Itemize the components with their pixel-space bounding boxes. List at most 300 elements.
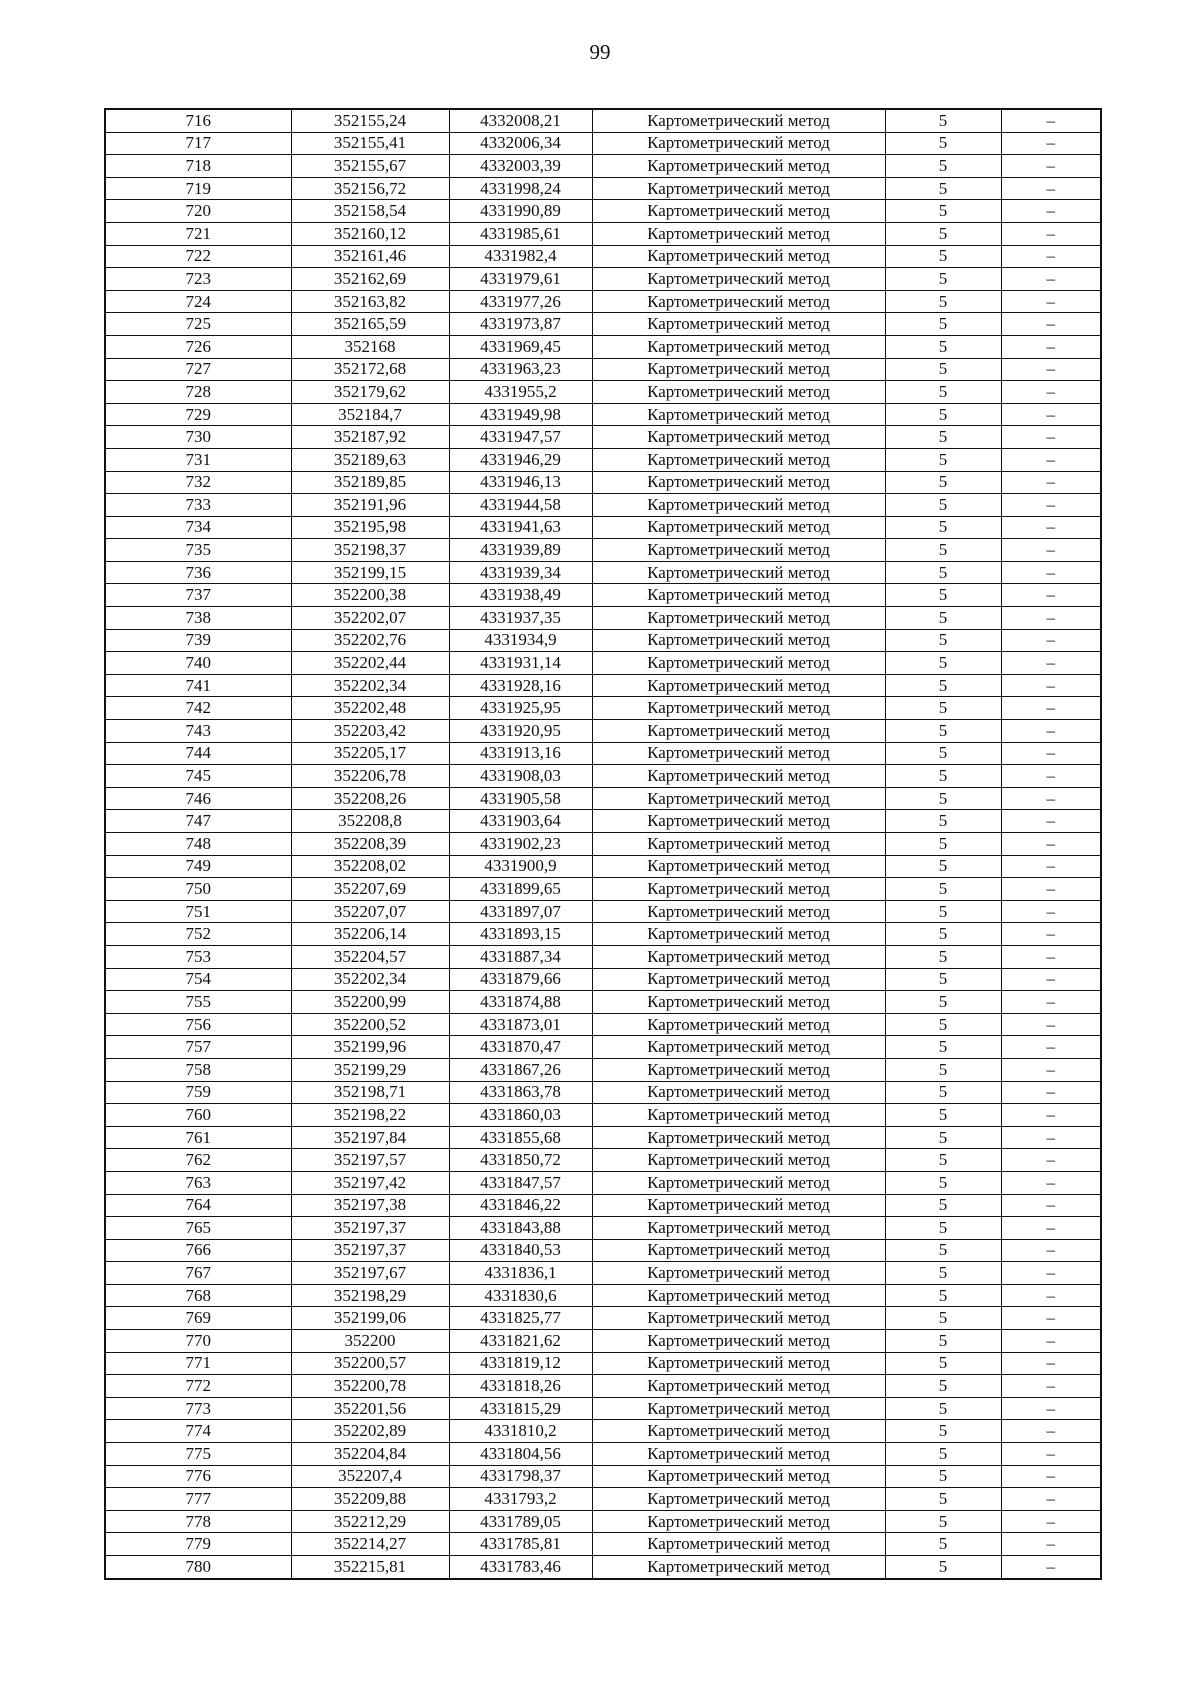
x-coordinate-cell: 352162,69 [291, 268, 449, 291]
y-coordinate-cell: 4331879,66 [449, 968, 592, 991]
accuracy-cell: 5 [885, 1556, 1001, 1579]
accuracy-cell: 5 [885, 1352, 1001, 1375]
point-number-cell: 730 [105, 426, 291, 449]
point-number-cell: 723 [105, 268, 291, 291]
dash-cell: – [1001, 923, 1101, 946]
dash-cell: – [1001, 1036, 1101, 1059]
y-coordinate-cell: 4331804,56 [449, 1443, 592, 1466]
accuracy-cell: 5 [885, 720, 1001, 743]
table-row [105, 968, 1101, 991]
accuracy-cell: 5 [885, 222, 1001, 245]
dash-cell: – [1001, 833, 1101, 856]
y-coordinate-cell: 4331939,34 [449, 561, 592, 584]
accuracy-cell: 5 [885, 177, 1001, 200]
coordinates-table [104, 108, 1102, 1580]
accuracy-cell: 5 [885, 155, 1001, 178]
table-row [105, 1397, 1101, 1420]
x-coordinate-cell: 352208,8 [291, 810, 449, 833]
method-cell: Картометрический метод [592, 923, 885, 946]
dash-cell: – [1001, 1013, 1101, 1036]
coordinates-table-body [105, 109, 1101, 1579]
method-cell: Картометрический метод [592, 539, 885, 562]
y-coordinate-cell: 4331902,23 [449, 833, 592, 856]
dash-cell: – [1001, 1510, 1101, 1533]
y-coordinate-cell: 4331821,62 [449, 1330, 592, 1353]
x-coordinate-cell: 352168 [291, 335, 449, 358]
x-coordinate-cell: 352203,42 [291, 720, 449, 743]
x-coordinate-cell: 352209,88 [291, 1488, 449, 1511]
x-coordinate-cell: 352172,68 [291, 358, 449, 381]
accuracy-cell: 5 [885, 1284, 1001, 1307]
table-row [105, 607, 1101, 630]
x-coordinate-cell: 352198,29 [291, 1284, 449, 1307]
y-coordinate-cell: 4331900,9 [449, 855, 592, 878]
dash-cell: – [1001, 1443, 1101, 1466]
table-row [105, 132, 1101, 155]
table-row [105, 765, 1101, 788]
x-coordinate-cell: 352197,37 [291, 1217, 449, 1240]
dash-cell: – [1001, 1081, 1101, 1104]
dash-cell: – [1001, 584, 1101, 607]
dash-cell: – [1001, 1352, 1101, 1375]
dash-cell: – [1001, 1488, 1101, 1511]
accuracy-cell: 5 [885, 833, 1001, 856]
method-cell: Картометрический метод [592, 1149, 885, 1172]
x-coordinate-cell: 352156,72 [291, 177, 449, 200]
y-coordinate-cell: 4331818,26 [449, 1375, 592, 1398]
accuracy-cell: 5 [885, 358, 1001, 381]
table-row [105, 674, 1101, 697]
dash-cell: – [1001, 539, 1101, 562]
x-coordinate-cell: 352214,27 [291, 1533, 449, 1556]
accuracy-cell: 5 [885, 878, 1001, 901]
dash-cell: – [1001, 855, 1101, 878]
table-row [105, 787, 1101, 810]
x-coordinate-cell: 352161,46 [291, 245, 449, 268]
point-number-cell: 770 [105, 1330, 291, 1353]
table-row [105, 1420, 1101, 1443]
table-row [105, 381, 1101, 404]
dash-cell: – [1001, 1171, 1101, 1194]
x-coordinate-cell: 352208,02 [291, 855, 449, 878]
x-coordinate-cell: 352200,57 [291, 1352, 449, 1375]
dash-cell: – [1001, 222, 1101, 245]
table-row [105, 742, 1101, 765]
method-cell: Картометрический метод [592, 968, 885, 991]
table-row [105, 584, 1101, 607]
method-cell: Картометрический метод [592, 1556, 885, 1579]
method-cell: Картометрический метод [592, 313, 885, 336]
x-coordinate-cell: 352207,69 [291, 878, 449, 901]
dash-cell: – [1001, 900, 1101, 923]
dash-cell: – [1001, 720, 1101, 743]
y-coordinate-cell: 4331855,68 [449, 1126, 592, 1149]
x-coordinate-cell: 352202,34 [291, 968, 449, 991]
dash-cell: – [1001, 1262, 1101, 1285]
method-cell: Картометрический метод [592, 1194, 885, 1217]
method-cell: Картометрический метод [592, 471, 885, 494]
table-row [105, 313, 1101, 336]
accuracy-cell: 5 [885, 1397, 1001, 1420]
x-coordinate-cell: 352200 [291, 1330, 449, 1353]
point-number-cell: 776 [105, 1465, 291, 1488]
accuracy-cell: 5 [885, 1420, 1001, 1443]
y-coordinate-cell: 4331830,6 [449, 1284, 592, 1307]
point-number-cell: 758 [105, 1058, 291, 1081]
y-coordinate-cell: 4331870,47 [449, 1036, 592, 1059]
point-number-cell: 774 [105, 1420, 291, 1443]
x-coordinate-cell: 352215,81 [291, 1556, 449, 1579]
accuracy-cell: 5 [885, 1239, 1001, 1262]
x-coordinate-cell: 352198,37 [291, 539, 449, 562]
x-coordinate-cell: 352184,7 [291, 403, 449, 426]
accuracy-cell: 5 [885, 1036, 1001, 1059]
y-coordinate-cell: 4331998,24 [449, 177, 592, 200]
accuracy-cell: 5 [885, 991, 1001, 1014]
accuracy-cell: 5 [885, 313, 1001, 336]
point-number-cell: 755 [105, 991, 291, 1014]
x-coordinate-cell: 352197,38 [291, 1194, 449, 1217]
y-coordinate-cell: 4331982,4 [449, 245, 592, 268]
point-number-cell: 766 [105, 1239, 291, 1262]
point-number-cell: 742 [105, 697, 291, 720]
method-cell: Картометрический метод [592, 1013, 885, 1036]
accuracy-cell: 5 [885, 1194, 1001, 1217]
method-cell: Картометрический метод [592, 335, 885, 358]
table-row [105, 290, 1101, 313]
x-coordinate-cell: 352200,78 [291, 1375, 449, 1398]
method-cell: Картометрический метод [592, 652, 885, 675]
accuracy-cell: 5 [885, 742, 1001, 765]
method-cell: Картометрический метод [592, 268, 885, 291]
point-number-cell: 724 [105, 290, 291, 313]
table-row [105, 358, 1101, 381]
accuracy-cell: 5 [885, 652, 1001, 675]
point-number-cell: 747 [105, 810, 291, 833]
method-cell: Картометрический метод [592, 742, 885, 765]
point-number-cell: 744 [105, 742, 291, 765]
accuracy-cell: 5 [885, 245, 1001, 268]
table-row [105, 403, 1101, 426]
y-coordinate-cell: 4331789,05 [449, 1510, 592, 1533]
table-row [105, 833, 1101, 856]
point-number-cell: 765 [105, 1217, 291, 1240]
x-coordinate-cell: 352205,17 [291, 742, 449, 765]
x-coordinate-cell: 352197,42 [291, 1171, 449, 1194]
accuracy-cell: 5 [885, 787, 1001, 810]
accuracy-cell: 5 [885, 855, 1001, 878]
method-cell: Картометрический метод [592, 132, 885, 155]
point-number-cell: 740 [105, 652, 291, 675]
method-cell: Картометрический метод [592, 584, 885, 607]
accuracy-cell: 5 [885, 674, 1001, 697]
x-coordinate-cell: 352189,85 [291, 471, 449, 494]
dash-cell: – [1001, 742, 1101, 765]
x-coordinate-cell: 352187,92 [291, 426, 449, 449]
accuracy-cell: 5 [885, 448, 1001, 471]
dash-cell: – [1001, 652, 1101, 675]
y-coordinate-cell: 4331985,61 [449, 222, 592, 245]
table-row [105, 1375, 1101, 1398]
table-row [105, 1126, 1101, 1149]
y-coordinate-cell: 4331955,2 [449, 381, 592, 404]
point-number-cell: 745 [105, 765, 291, 788]
method-cell: Картометрический метод [592, 720, 885, 743]
y-coordinate-cell: 4331860,03 [449, 1104, 592, 1127]
method-cell: Картометрический метод [592, 697, 885, 720]
dash-cell: – [1001, 200, 1101, 223]
method-cell: Картометрический метод [592, 200, 885, 223]
accuracy-cell: 5 [885, 584, 1001, 607]
accuracy-cell: 5 [885, 607, 1001, 630]
y-coordinate-cell: 4331867,26 [449, 1058, 592, 1081]
y-coordinate-cell: 4331949,98 [449, 403, 592, 426]
y-coordinate-cell: 4331836,1 [449, 1262, 592, 1285]
point-number-cell: 779 [105, 1533, 291, 1556]
dash-cell: – [1001, 1375, 1101, 1398]
accuracy-cell: 5 [885, 629, 1001, 652]
accuracy-cell: 5 [885, 561, 1001, 584]
method-cell: Картометрический метод [592, 810, 885, 833]
dash-cell: – [1001, 245, 1101, 268]
table-row [105, 1081, 1101, 1104]
method-cell: Картометрический метод [592, 177, 885, 200]
method-cell: Картометрический метод [592, 878, 885, 901]
table-row [105, 1307, 1101, 1330]
point-number-cell: 734 [105, 516, 291, 539]
accuracy-cell: 5 [885, 200, 1001, 223]
dash-cell: – [1001, 1217, 1101, 1240]
x-coordinate-cell: 352204,57 [291, 945, 449, 968]
table-row [105, 177, 1101, 200]
accuracy-cell: 5 [885, 1510, 1001, 1533]
y-coordinate-cell: 4331825,77 [449, 1307, 592, 1330]
table-row [105, 1556, 1101, 1579]
x-coordinate-cell: 352197,84 [291, 1126, 449, 1149]
method-cell: Картометрический метод [592, 561, 885, 584]
method-cell: Картометрический метод [592, 1284, 885, 1307]
accuracy-cell: 5 [885, 1058, 1001, 1081]
point-number-cell: 719 [105, 177, 291, 200]
dash-cell: – [1001, 1307, 1101, 1330]
table-row [105, 900, 1101, 923]
dash-cell: – [1001, 177, 1101, 200]
method-cell: Картометрический метод [592, 855, 885, 878]
point-number-cell: 748 [105, 833, 291, 856]
dash-cell: – [1001, 1104, 1101, 1127]
point-number-cell: 741 [105, 674, 291, 697]
table-row [105, 1036, 1101, 1059]
y-coordinate-cell: 4331850,72 [449, 1149, 592, 1172]
table-row [105, 720, 1101, 743]
accuracy-cell: 5 [885, 1262, 1001, 1285]
table-row [105, 991, 1101, 1014]
x-coordinate-cell: 352195,98 [291, 516, 449, 539]
table-row [105, 494, 1101, 517]
accuracy-cell: 5 [885, 697, 1001, 720]
accuracy-cell: 5 [885, 381, 1001, 404]
point-number-cell: 722 [105, 245, 291, 268]
accuracy-cell: 5 [885, 1307, 1001, 1330]
table-row [105, 200, 1101, 223]
x-coordinate-cell: 352206,14 [291, 923, 449, 946]
dash-cell: – [1001, 1397, 1101, 1420]
dash-cell: – [1001, 494, 1101, 517]
dash-cell: – [1001, 991, 1101, 1014]
x-coordinate-cell: 352160,12 [291, 222, 449, 245]
method-cell: Картометрический метод [592, 426, 885, 449]
point-number-cell: 754 [105, 968, 291, 991]
x-coordinate-cell: 352201,56 [291, 1397, 449, 1420]
x-coordinate-cell: 352165,59 [291, 313, 449, 336]
point-number-cell: 773 [105, 1397, 291, 1420]
x-coordinate-cell: 352163,82 [291, 290, 449, 313]
method-cell: Картометрический метод [592, 1533, 885, 1556]
method-cell: Картометрический метод [592, 900, 885, 923]
table-row [105, 448, 1101, 471]
method-cell: Картометрический метод [592, 290, 885, 313]
method-cell: Картометрический метод [592, 1081, 885, 1104]
table-row [105, 810, 1101, 833]
y-coordinate-cell: 4331843,88 [449, 1217, 592, 1240]
point-number-cell: 725 [105, 313, 291, 336]
y-coordinate-cell: 4331908,03 [449, 765, 592, 788]
x-coordinate-cell: 352199,15 [291, 561, 449, 584]
y-coordinate-cell: 4332008,21 [449, 109, 592, 132]
point-number-cell: 756 [105, 1013, 291, 1036]
accuracy-cell: 5 [885, 494, 1001, 517]
x-coordinate-cell: 352200,52 [291, 1013, 449, 1036]
x-coordinate-cell: 352155,67 [291, 155, 449, 178]
dash-cell: – [1001, 810, 1101, 833]
method-cell: Картометрический метод [592, 1352, 885, 1375]
x-coordinate-cell: 352191,96 [291, 494, 449, 517]
point-number-cell: 743 [105, 720, 291, 743]
x-coordinate-cell: 352212,29 [291, 1510, 449, 1533]
point-number-cell: 767 [105, 1262, 291, 1285]
y-coordinate-cell: 4331963,23 [449, 358, 592, 381]
accuracy-cell: 5 [885, 1443, 1001, 1466]
point-number-cell: 753 [105, 945, 291, 968]
method-cell: Картометрический метод [592, 1465, 885, 1488]
dash-cell: – [1001, 381, 1101, 404]
x-coordinate-cell: 352197,57 [291, 1149, 449, 1172]
y-coordinate-cell: 4332006,34 [449, 132, 592, 155]
y-coordinate-cell: 4331873,01 [449, 1013, 592, 1036]
x-coordinate-cell: 352179,62 [291, 381, 449, 404]
accuracy-cell: 5 [885, 1488, 1001, 1511]
dash-cell: – [1001, 878, 1101, 901]
table-row [105, 945, 1101, 968]
accuracy-cell: 5 [885, 1465, 1001, 1488]
x-coordinate-cell: 352202,89 [291, 1420, 449, 1443]
y-coordinate-cell: 4331903,64 [449, 810, 592, 833]
point-number-cell: 721 [105, 222, 291, 245]
x-coordinate-cell: 352200,99 [291, 991, 449, 1014]
dash-cell: – [1001, 1465, 1101, 1488]
dash-cell: – [1001, 945, 1101, 968]
method-cell: Картометрический метод [592, 403, 885, 426]
accuracy-cell: 5 [885, 1104, 1001, 1127]
accuracy-cell: 5 [885, 1126, 1001, 1149]
accuracy-cell: 5 [885, 1375, 1001, 1398]
table-row [105, 1533, 1101, 1556]
dash-cell: – [1001, 1194, 1101, 1217]
table-row [105, 471, 1101, 494]
accuracy-cell: 5 [885, 1533, 1001, 1556]
y-coordinate-cell: 4331939,89 [449, 539, 592, 562]
x-coordinate-cell: 352197,67 [291, 1262, 449, 1285]
dash-cell: – [1001, 313, 1101, 336]
accuracy-cell: 5 [885, 1330, 1001, 1353]
dash-cell: – [1001, 516, 1101, 539]
table-row [105, 245, 1101, 268]
y-coordinate-cell: 4331944,58 [449, 494, 592, 517]
x-coordinate-cell: 352202,76 [291, 629, 449, 652]
method-cell: Картометрический метод [592, 1488, 885, 1511]
method-cell: Картометрический метод [592, 448, 885, 471]
x-coordinate-cell: 352199,29 [291, 1058, 449, 1081]
accuracy-cell: 5 [885, 109, 1001, 132]
table-row [105, 878, 1101, 901]
dash-cell: – [1001, 629, 1101, 652]
accuracy-cell: 5 [885, 968, 1001, 991]
accuracy-cell: 5 [885, 900, 1001, 923]
point-number-cell: 762 [105, 1149, 291, 1172]
point-number-cell: 760 [105, 1104, 291, 1127]
y-coordinate-cell: 4331785,81 [449, 1533, 592, 1556]
method-cell: Картометрический метод [592, 1239, 885, 1262]
x-coordinate-cell: 352155,41 [291, 132, 449, 155]
method-cell: Картометрический метод [592, 1171, 885, 1194]
y-coordinate-cell: 4331913,16 [449, 742, 592, 765]
dash-cell: – [1001, 448, 1101, 471]
dash-cell: – [1001, 1058, 1101, 1081]
table-row [105, 1239, 1101, 1262]
point-number-cell: 718 [105, 155, 291, 178]
method-cell: Картометрический метод [592, 1510, 885, 1533]
dash-cell: – [1001, 268, 1101, 291]
method-cell: Картометрический метод [592, 1397, 885, 1420]
table-row [105, 1488, 1101, 1511]
point-number-cell: 777 [105, 1488, 291, 1511]
point-number-cell: 727 [105, 358, 291, 381]
dash-cell: – [1001, 109, 1101, 132]
x-coordinate-cell: 352208,26 [291, 787, 449, 810]
dash-cell: – [1001, 1533, 1101, 1556]
method-cell: Картометрический метод [592, 991, 885, 1014]
x-coordinate-cell: 352202,44 [291, 652, 449, 675]
method-cell: Картометрический метод [592, 516, 885, 539]
method-cell: Картометрический метод [592, 629, 885, 652]
table-row [105, 923, 1101, 946]
table-row [105, 1013, 1101, 1036]
accuracy-cell: 5 [885, 132, 1001, 155]
table-row [105, 1465, 1101, 1488]
x-coordinate-cell: 352207,4 [291, 1465, 449, 1488]
dash-cell: – [1001, 787, 1101, 810]
x-coordinate-cell: 352198,22 [291, 1104, 449, 1127]
dash-cell: – [1001, 607, 1101, 630]
point-number-cell: 717 [105, 132, 291, 155]
accuracy-cell: 5 [885, 290, 1001, 313]
dash-cell: – [1001, 561, 1101, 584]
method-cell: Картометрический метод [592, 607, 885, 630]
method-cell: Картометрический метод [592, 494, 885, 517]
point-number-cell: 749 [105, 855, 291, 878]
table-row [105, 155, 1101, 178]
point-number-cell: 729 [105, 403, 291, 426]
